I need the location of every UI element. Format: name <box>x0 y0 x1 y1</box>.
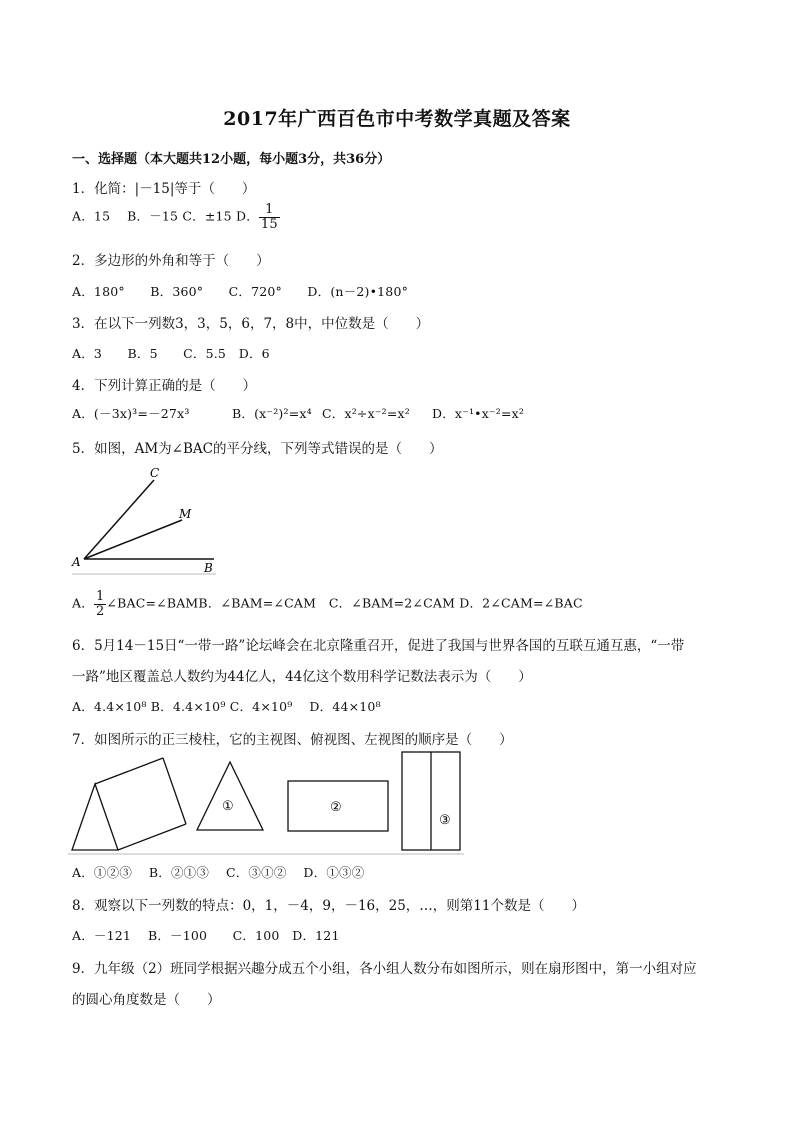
fraction: $\frac{1}{2}$ <box>95 589 105 619</box>
question-4-option-c: C．x²÷x⁻²=x² <box>322 406 410 421</box>
question-4-option-a: A．(－3x)³=－27x³ <box>72 406 190 421</box>
prism-views-figure <box>66 748 466 858</box>
label-m: M <box>179 507 192 521</box>
question-2-stem: 2．多边形的外角和等于（ ） <box>72 253 270 269</box>
view-label-1: ① <box>222 799 234 814</box>
question-4-option-d: D．x⁻¹•x⁻²=x² <box>432 406 525 421</box>
triangle-view <box>197 762 263 830</box>
question-6-stem-line1: 6．5月14－15日“一带一路”论坛峰会在北京隆重召开，促进了我国与世界各国的互联互通互惠，“一带 <box>72 638 685 654</box>
question-4-option-b: B．(x⁻²)²=x⁴ <box>232 406 312 421</box>
question-7-options: A．①②③ B．②①③ C．③①② D．①③② <box>72 865 365 880</box>
question-3-options: A．3 B．5 C．5.5 D．6 <box>72 346 270 361</box>
question-9-stem-line1: 9．九年级（2）班同学根据兴趣分成五个小组，各小组人数分布如图所示，则在扇形图中，第一小组对应 <box>72 961 697 977</box>
section-heading: 一、选择题（本大题共12小题，每小题3分，共36分） <box>72 152 391 167</box>
question-2-options: A．180° B．360° C．720° D．(n－2)•180° <box>72 284 409 299</box>
label-c: C <box>150 466 160 480</box>
view-label-3: ③ <box>439 813 451 828</box>
question-8-stem: 8．观察以下一列数的特点：0，1，－4，9，－16，25，…，则第11个数是（ ） <box>72 898 585 914</box>
question-5-options-rest: ∠BAC=∠BAMB．∠BAM=∠CAM C．∠BAM=2∠CAM D．2∠CAM=∠BAC <box>106 595 583 611</box>
question-5-stem: 5．如图，AM为∠BAC的平分线，下列等式错误的是（ ） <box>72 441 443 457</box>
label-a: A <box>72 555 81 569</box>
view-label-2: ② <box>330 800 342 815</box>
question-9-stem-line2: 的圆心角度数是（ ） <box>72 992 221 1008</box>
question-6-stem-line2: 一路”地区覆盖总人数约为44亿人，44亿这个数用科学记数法表示为（ ） <box>72 669 532 685</box>
question-6-options: A．4.4×10⁸ B．4.4×10⁹ C．4×10⁹ D．44×10⁸ <box>72 699 381 714</box>
angle-figure <box>66 462 226 580</box>
question-7-stem: 7．如图所示的正三棱柱，它的主视图、俯视图、左视图的顺序是（ ） <box>72 732 513 748</box>
page-title: 2017年广西百色市中考数学真题及答案 <box>223 108 571 130</box>
question-5-option-prefix: A． <box>72 595 94 611</box>
question-5-options <box>72 590 583 618</box>
question-1-options-text: A．15 B．－15 C．±15 D． <box>72 208 259 224</box>
label-b: B <box>204 561 213 575</box>
ray-ac <box>84 480 154 559</box>
question-1-stem: 1．化简：|－15|等于（ ） <box>72 181 256 197</box>
question-1-options <box>72 203 280 231</box>
question-8-options: A．－121 B．－100 C．100 D．121 <box>72 928 340 943</box>
question-4-stem: 4．下列计算正确的是（ ） <box>72 378 257 394</box>
fraction: $\frac{1}{15}$ <box>260 202 278 232</box>
ray-am <box>84 520 182 559</box>
question-3-stem: 3．在以下一列数3，3，5，6，7，8中，中位数是（ ） <box>72 316 430 332</box>
prism-drawing <box>72 758 186 850</box>
